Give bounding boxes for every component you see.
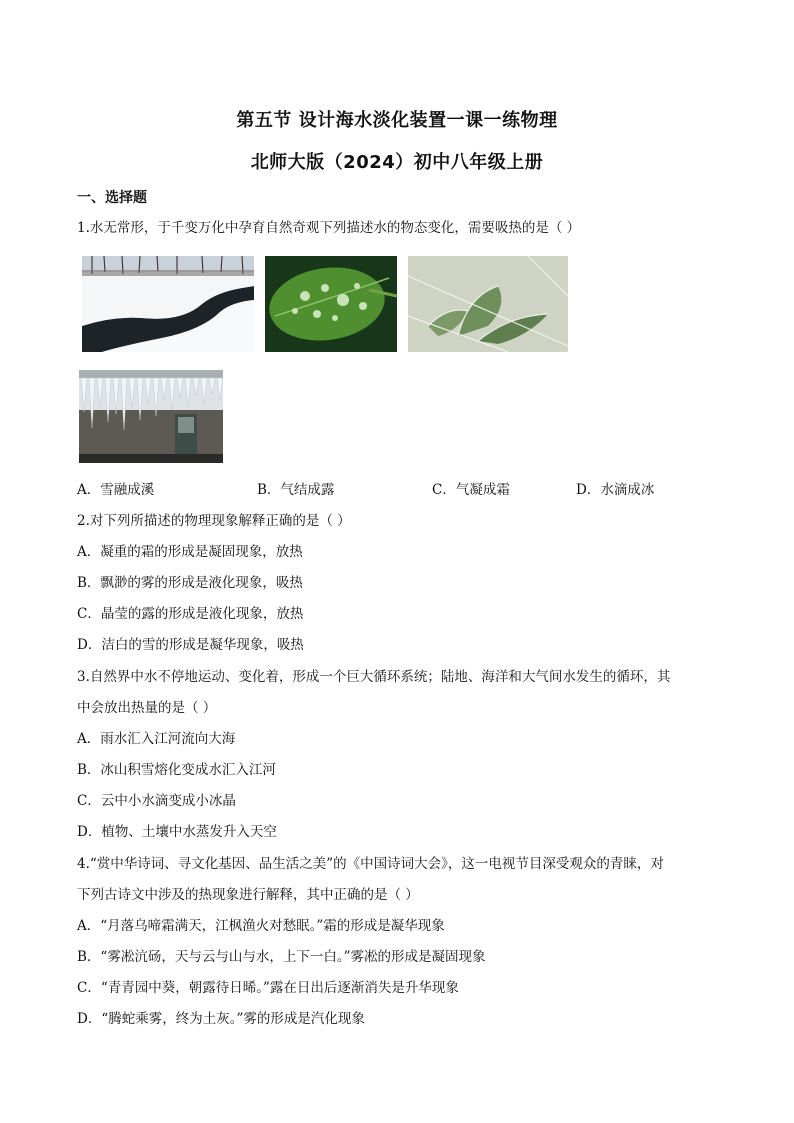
q4-option-b[interactable]: B．“雾凇沆砀，天与云与山与水，上下一白。”雾凇的形成是凝固现象 [77,949,486,965]
question-4-stem-line1: 4.“赏中华诗词、寻文化基因、品生活之美”的《中国诗词大会》，这一电视节目深受观众的青睐，对 [77,856,664,872]
document-subtitle: 北师大版（2024）初中八年级上册 [250,152,544,173]
icicles-photo [79,370,223,463]
q1-option-a[interactable]: A．雪融成溪 [77,482,155,498]
q3-option-d[interactable]: D．植物、土壤中水蒸发升入天空 [77,824,277,840]
q4-option-c[interactable]: C．“青青园中葵，朝露待日晞。”露在日出后逐渐消失是升华现象 [77,980,459,996]
frost-plant-photo [408,256,568,352]
q1-option-b[interactable]: B．气结成露 [257,482,335,498]
question-3-stem-line1: 3.自然界中水不停地运动、变化着，形成一个巨大循环系统；陆地、海洋和大气间水发生的循环，其 [77,669,671,685]
q3-option-b[interactable]: B．冰山积雪熔化变成水汇入江河 [77,762,276,778]
q4-option-a[interactable]: A．“月落乌啼霜满天，江枫渔火对愁眠。”霜的形成是凝华现象 [77,918,445,934]
section-heading: 一、选择题 [77,190,147,206]
q3-option-c[interactable]: C．云中小水滴变成小冰晶 [77,793,236,809]
document-title: 第五节 设计海水淡化装置一课一练物理 [236,110,558,131]
q2-option-d[interactable]: D．洁白的雪的形成是凝华现象，吸热 [77,637,304,653]
q2-option-c[interactable]: C．晶莹的露的形成是液化现象，放热 [77,606,304,622]
q4-option-d[interactable]: D．“腾蛇乘雾，终为土灰。”雾的形成是汽化现象 [77,1011,365,1027]
question-2-stem: 2.对下列所描述的物理现象解释正确的是（ ） [77,513,351,529]
question-1-stem: 1.水无常形，于千变万化中孕育自然奇观下列描述水的物态变化，需要吸热的是（ ） [77,220,581,236]
question-3-stem-line2: 中会放出热量的是（ ） [77,700,217,716]
snowy-stream-photo [82,256,254,352]
dew-leaf-photo [265,256,397,352]
q1-option-c[interactable]: C．气凝成霜 [432,482,510,498]
q2-option-b[interactable]: B．飘渺的雾的形成是液化现象，吸热 [77,575,303,591]
question-4-stem-line2: 下列古诗文中涉及的热现象进行解释，其中正确的是（ ） [77,887,419,903]
q2-option-a[interactable]: A．凝重的霜的形成是凝固现象，放热 [77,544,303,560]
q3-option-a[interactable]: A．雨水汇入江河流向大海 [77,731,236,747]
q1-option-d[interactable]: D．水滴成冰 [576,482,655,498]
